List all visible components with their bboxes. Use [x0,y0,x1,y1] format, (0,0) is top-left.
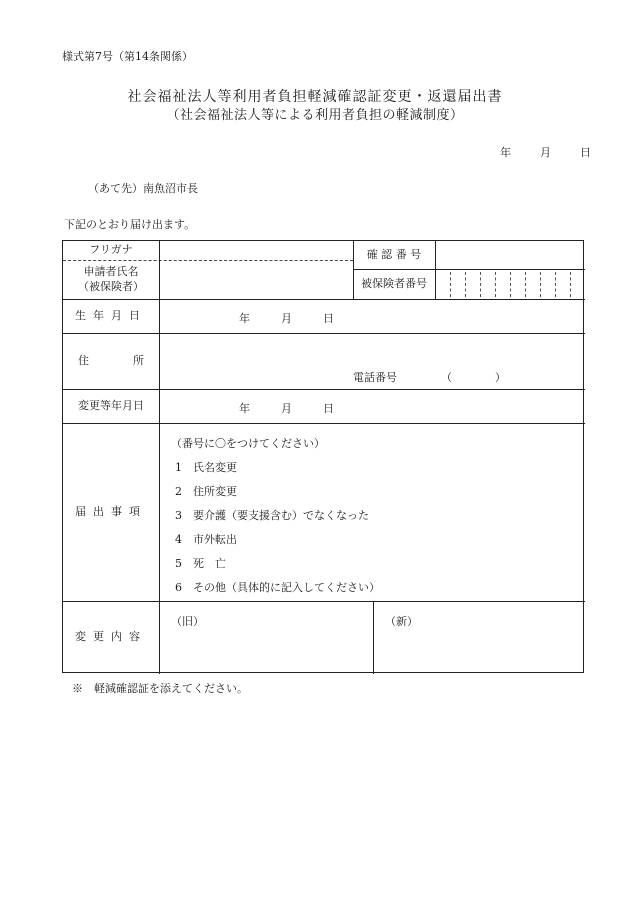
furigana-field[interactable] [159,241,353,260]
notification-option-5[interactable]: 5 死 亡 [175,557,226,570]
new-value-label: （新） [385,615,418,628]
notification-items-label: 届出事項 [75,504,147,518]
applicant-label: 申請者氏名 [83,265,139,279]
phone-paren-open: （ [441,371,452,384]
date-month-label: 月 [540,146,551,159]
notification-option-3[interactable]: 3 要介護（要支援含む）でなくなった [175,509,369,522]
change-content-label: 変更内容 [75,630,147,644]
insured-number-field[interactable] [435,269,585,299]
date-year-label: 年 [500,146,511,159]
notification-option-2[interactable]: 2 住所変更 [175,485,237,498]
new-value-field[interactable] [373,629,585,673]
document-title: 社会福祉法人等利用者負担軽減確認証変更・返還届出書 [127,89,503,105]
insured-person-label: （被保険者） [78,280,144,293]
change-year-label: 年 [239,402,250,415]
date-day-label: 日 [580,146,591,159]
form-table [62,240,584,673]
confirm-number-field[interactable] [435,241,585,269]
address-label-cell [63,333,188,389]
applicant-name-label [63,261,159,299]
birth-day-label: 日 [323,312,334,325]
birth-date-field[interactable] [159,299,585,333]
change-month-label: 月 [281,402,292,415]
submission-date [500,144,591,160]
applicant-name-field[interactable] [159,261,353,299]
confirm-number-label: 確 認 番 号 [366,247,422,261]
birth-month-label: 月 [281,312,292,325]
change-day-label: 日 [323,402,334,415]
form-number: 様式第7号（第14条関係） [62,50,193,63]
address-label: 住所 [78,353,188,367]
intro-text: 下記のとおり届け出ます。 [64,218,196,231]
notification-option-6[interactable]: 6 その他（具体的に記入してください） [175,581,380,594]
change-date-label: 変更等年月日 [78,398,144,412]
phone-label: 電話番号 [353,371,397,384]
old-value-field[interactable] [159,629,373,673]
document-subtitle: （社会福祉法人等による利用者負担の軽減制度） [166,108,464,123]
old-value-label: （旧） [171,615,204,628]
insured-number-label: 被保険者番号 [361,276,427,290]
change-date-field[interactable] [159,389,585,423]
notification-instruction: （番号に〇をつけてください） [171,437,325,450]
phone-paren-close: ） [495,371,506,384]
notification-option-4[interactable]: 4 市外転出 [175,533,237,546]
furigana-label: フリガナ [89,243,133,257]
footer-note: ※ 軽減確認証を添えてください。 [72,682,248,695]
addressee: （あて先）南魚沼市長 [88,182,198,195]
birth-date-label: 生年月日 [75,308,147,322]
birth-year-label: 年 [239,312,250,325]
notification-option-1[interactable]: 1 氏名変更 [175,461,237,474]
